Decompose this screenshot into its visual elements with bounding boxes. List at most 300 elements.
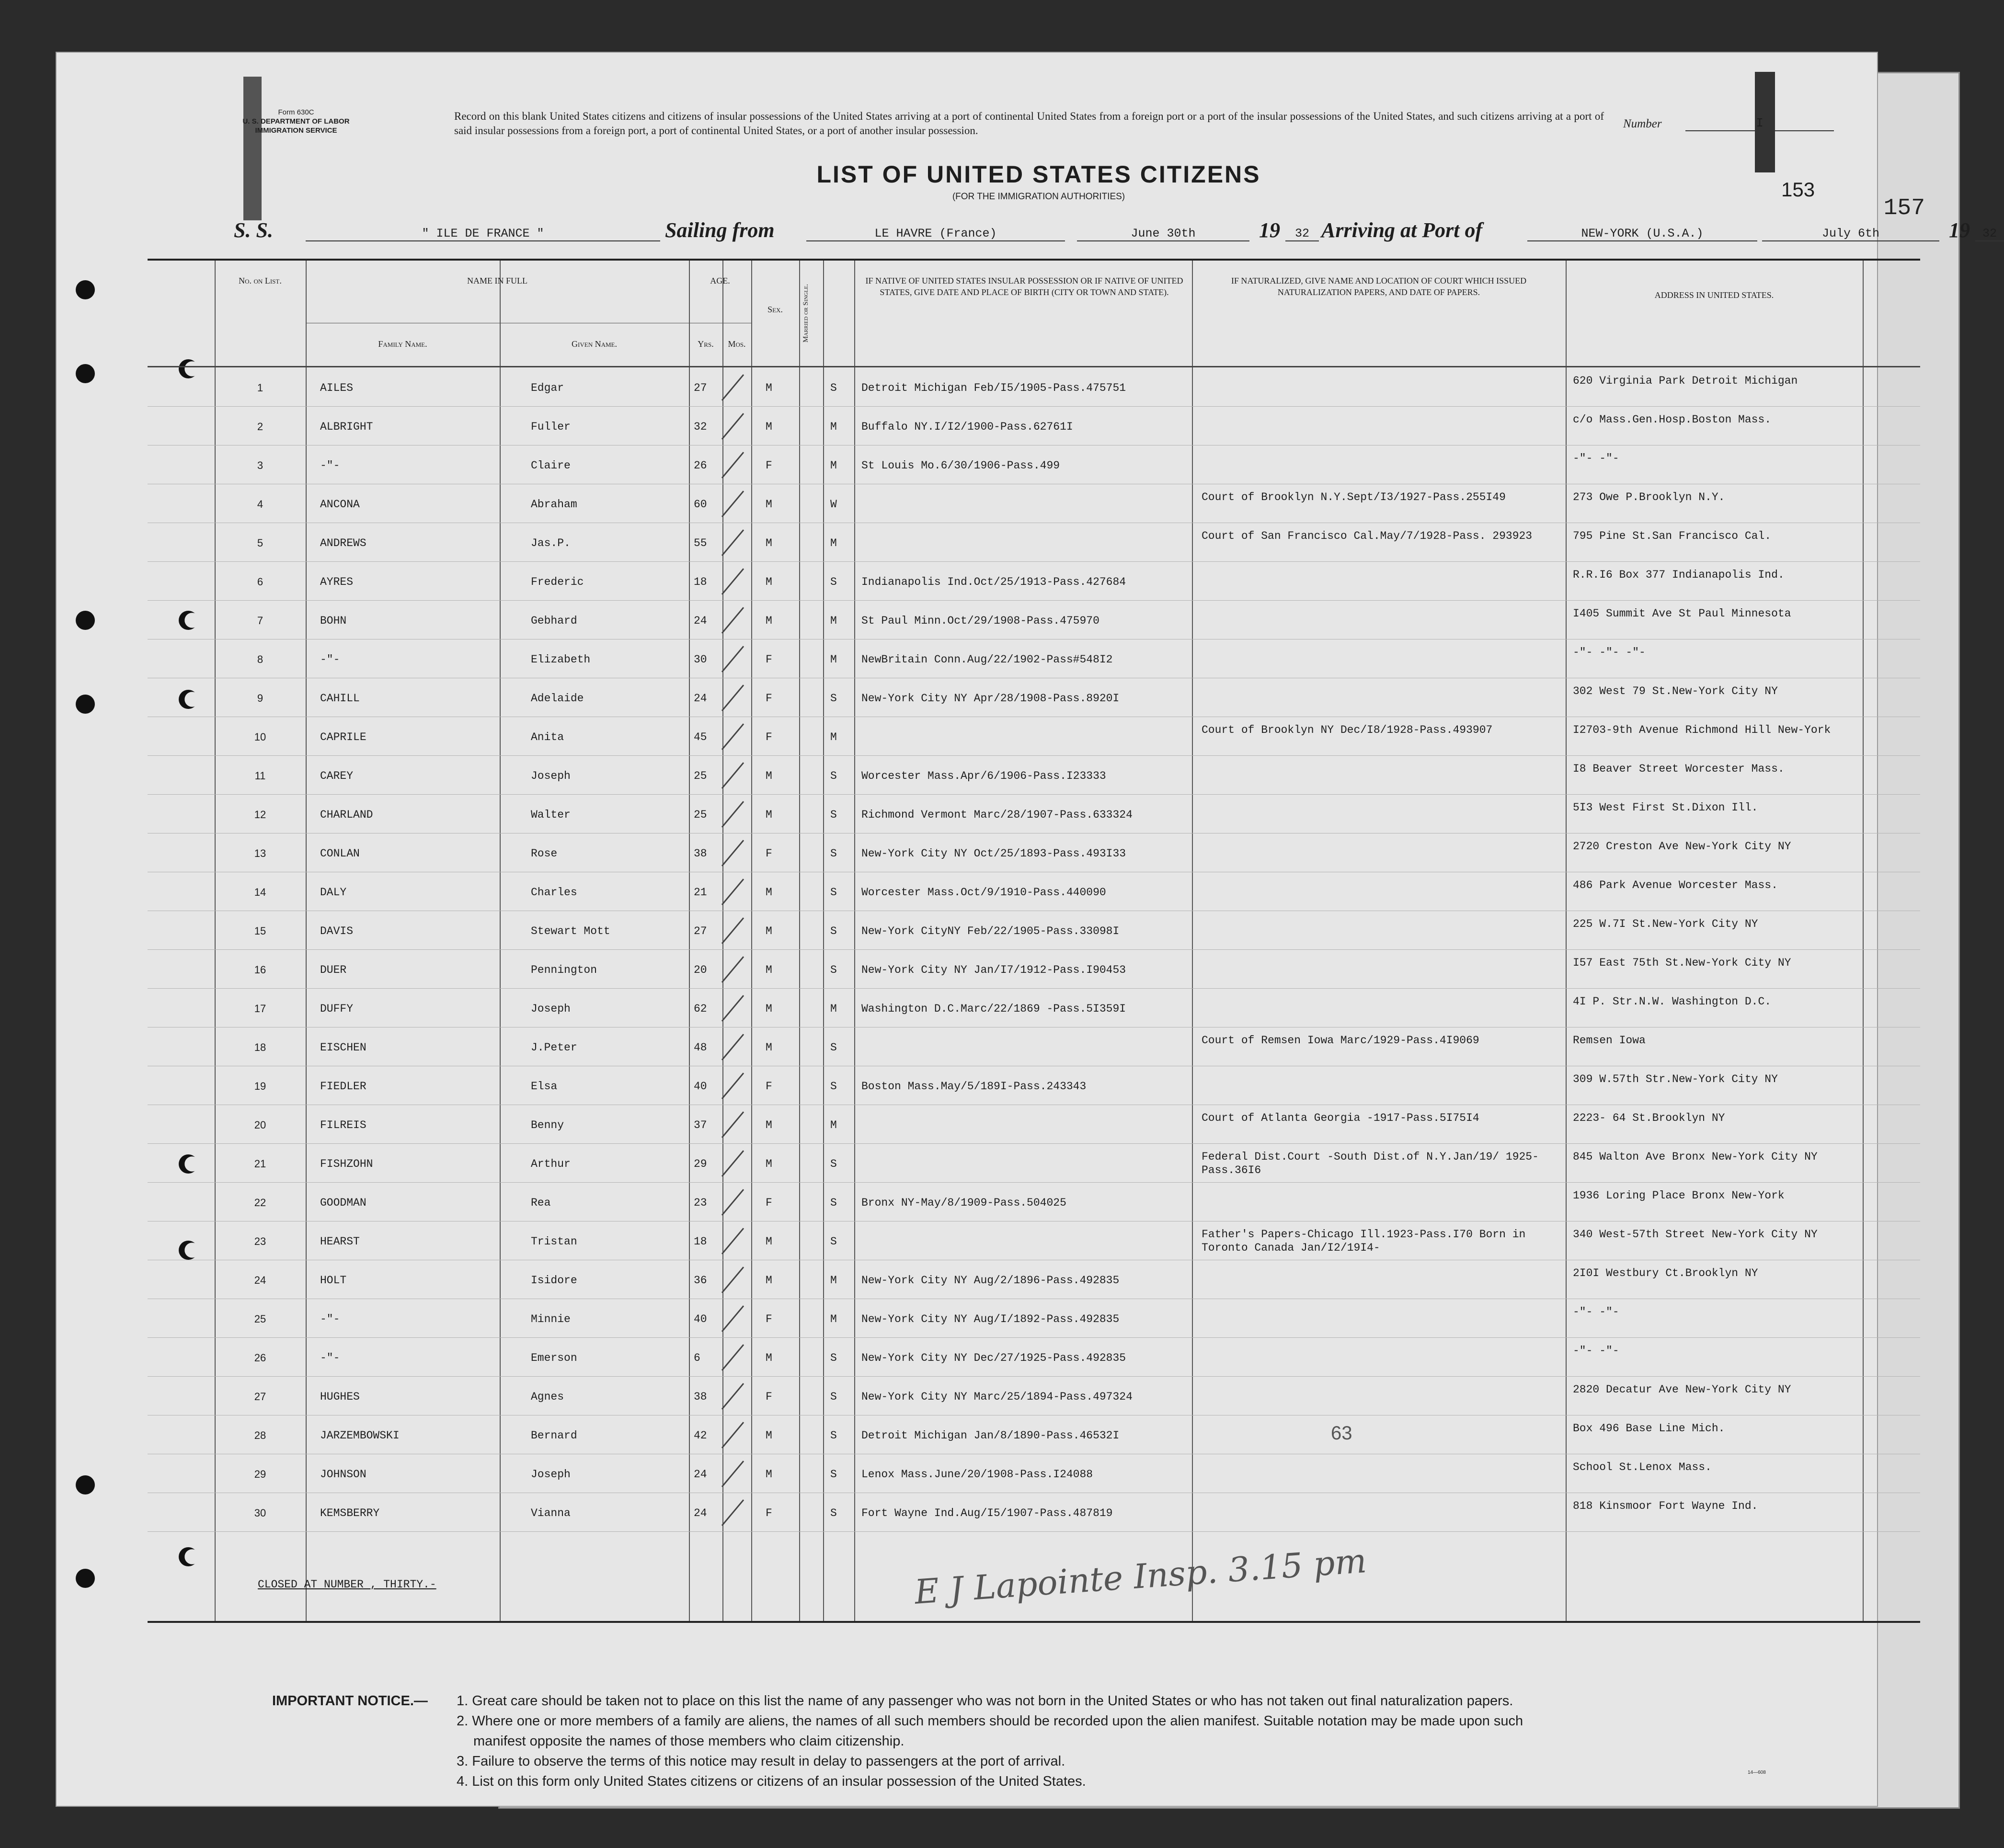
cell-addr: 273 Owe P.Brooklyn N.Y.: [1573, 491, 1725, 503]
cell-birth: Fort Wayne Ind.Aug/I5/1907-Pass.487819: [861, 1507, 1113, 1519]
cell-yrs: 40: [694, 1080, 707, 1093]
cell-family: -"-: [320, 1352, 340, 1364]
cell-sex: F: [766, 847, 772, 860]
form-code: 14—608: [1748, 1770, 1766, 1775]
cell-family: ALBRIGHT: [320, 421, 373, 433]
cell-ms: S: [830, 964, 837, 976]
arrival-year: 32: [1975, 227, 2004, 241]
cell-given: Emerson: [531, 1352, 577, 1364]
cell-birth: St Louis Mo.6/30/1906-Pass.499: [861, 459, 1060, 472]
cell-given: Joseph: [531, 770, 571, 782]
cell-ms: M: [830, 731, 837, 743]
cell-family: DALY: [320, 886, 347, 899]
cell-ms: M: [830, 1119, 837, 1131]
table-row: [148, 1106, 1920, 1144]
table-row: [148, 1300, 1920, 1338]
cell-sex: F: [766, 1391, 772, 1403]
cell-no: 4: [257, 498, 263, 510]
cell-yrs: 32: [694, 421, 707, 433]
back-page-number: 157: [1883, 195, 1925, 221]
department-name: U. S. DEPARTMENT OF LABOR: [242, 117, 350, 125]
check-mark: [721, 1266, 744, 1293]
cell-given: Rose: [531, 847, 558, 860]
cell-yrs: 24: [694, 692, 707, 705]
cell-addr: I8 Beaver Street Worcester Mass.: [1573, 763, 1785, 775]
table-row: [148, 950, 1920, 989]
table-row: [148, 601, 1920, 639]
year-prefix: 19: [1949, 218, 1970, 242]
cell-no: 8: [257, 653, 263, 665]
cell-no: 10: [254, 731, 266, 743]
cell-family: CONLAN: [320, 847, 360, 860]
cell-yrs: 60: [694, 498, 707, 511]
arrival-port: NEW-YORK (U.S.A.): [1527, 227, 1757, 241]
table-row: [148, 562, 1920, 601]
cell-given: Arthur: [531, 1158, 571, 1170]
cell-ms: W: [830, 498, 837, 511]
check-mark: [721, 840, 744, 867]
cell-birth: Worcester Mass.Apr/6/1906-Pass.I23333: [861, 770, 1106, 782]
cell-given: Joseph: [531, 1003, 571, 1015]
cell-yrs: 48: [694, 1041, 707, 1054]
cell-yrs: 25: [694, 770, 707, 782]
cell-addr: 620 Virginia Park Detroit Michigan: [1573, 375, 1798, 387]
cell-family: JARZEMBOWSKI: [320, 1429, 400, 1442]
cell-addr: 2I0I Westbury Ct.Brooklyn NY: [1573, 1267, 1758, 1279]
cell-no: 15: [254, 925, 266, 937]
cell-no: 11: [254, 770, 266, 782]
form-identifier: [195, 108, 397, 135]
page-stamp: [243, 77, 262, 220]
check-mark: [721, 568, 744, 595]
cell-birth: Buffalo NY.I/I2/1900-Pass.62761I: [861, 421, 1073, 433]
cell-addr: 2720 Creston Ave New-York City NY: [1573, 840, 1791, 853]
cell-given: Walter: [531, 809, 571, 821]
cell-birth: New-York City NY Aug/I/1892-Pass.492835: [861, 1313, 1120, 1325]
cell-sex: M: [766, 886, 772, 899]
cell-addr: 4I P. Str.N.W. Washington D.C.: [1573, 995, 1772, 1008]
cell-yrs: 62: [694, 1003, 707, 1015]
table-row: [148, 1455, 1920, 1493]
check-mark: [721, 413, 744, 440]
cell-ms: M: [830, 421, 837, 433]
cell-ms: S: [830, 382, 837, 394]
cell-given: Joseph: [531, 1468, 571, 1481]
cell-birth: Lenox Mass.June/20/1908-Pass.I24088: [861, 1468, 1093, 1481]
cell-family: CHARLAND: [320, 809, 373, 821]
cell-ms: S: [830, 1080, 837, 1093]
cell-family: FISHZOHN: [320, 1158, 373, 1170]
cell-ms: M: [830, 1313, 837, 1325]
cell-ms: S: [830, 1429, 837, 1442]
arrival-date: July 6th: [1762, 227, 1939, 241]
cell-sex: M: [766, 1119, 772, 1131]
check-mark: [721, 878, 744, 905]
cell-ms: M: [830, 537, 837, 549]
check-mark: [721, 956, 744, 983]
record-instructions: Record on this blank United States citizens and citizens of insular possessions of the United States arriving at a port of continental United States from a foreign port or a port of the insular possessions of the United States, and such citizens arriving at a port of said insular possessions from a foreign port, a port of continental United States, or a port of another insular possession.: [454, 110, 1604, 137]
binder-hole: [76, 364, 95, 383]
ss-label: S. S.: [234, 218, 273, 242]
cell-given: Tristan: [531, 1235, 577, 1248]
table-row: [148, 368, 1920, 407]
check-mark: [721, 1228, 744, 1255]
cell-family: EISCHEN: [320, 1041, 366, 1054]
cell-family: FIEDLER: [320, 1080, 366, 1093]
cell-family: DAVIS: [320, 925, 354, 937]
header-address: ADDRESS IN UNITED STATES.: [1654, 290, 1774, 300]
cell-family: AILES: [320, 382, 354, 394]
cell-sex: F: [766, 1507, 772, 1519]
cell-nat: Father's Papers-Chicago Ill.1923-Pass.I70 Born in Toronto Canada Jan/I2/19I4-: [1202, 1228, 1526, 1254]
cell-sex: M: [766, 615, 772, 627]
header-name-in-full: NAME IN FULL: [467, 276, 527, 285]
cell-ms: S: [830, 1352, 837, 1364]
page-number: 153: [1781, 178, 1815, 201]
cell-sex: M: [766, 498, 772, 511]
cell-sex: M: [766, 1235, 772, 1248]
cell-addr: 1936 Loring Place Bronx New-York: [1573, 1189, 1785, 1202]
cell-yrs: 45: [694, 731, 707, 743]
cell-no: 27: [254, 1391, 266, 1403]
check-mark: [721, 1344, 744, 1371]
binder-hole: [76, 695, 95, 714]
cell-ms: S: [830, 576, 837, 588]
cell-yrs: 42: [694, 1429, 707, 1442]
check-mark: [721, 995, 744, 1022]
cell-family: ANDREWS: [320, 537, 366, 549]
check-mark: [721, 1305, 744, 1332]
check-mark: [721, 452, 744, 479]
voyage-line: [234, 218, 1997, 247]
cell-ms: S: [830, 1197, 837, 1209]
cell-yrs: 37: [694, 1119, 707, 1131]
cell-sex: M: [766, 809, 772, 821]
cell-no: 20: [254, 1119, 266, 1131]
cell-nat: Court of Brooklyn NY Dec/I8/1928-Pass.493907: [1202, 724, 1493, 736]
check-mark: [721, 646, 744, 673]
check-mark: [721, 607, 744, 634]
cell-no: 14: [254, 886, 266, 898]
cell-birth: Bronx NY-May/8/1909-Pass.504025: [861, 1197, 1066, 1209]
cell-given: Fuller: [531, 421, 571, 433]
cell-no: 18: [254, 1041, 266, 1053]
table-row: [148, 1222, 1920, 1260]
cell-sex: F: [766, 1197, 772, 1209]
check-mark: [721, 1034, 744, 1061]
table-row: [148, 1028, 1920, 1066]
cell-ms: S: [830, 1041, 837, 1054]
binder-hole: [76, 1475, 95, 1494]
cell-sex: M: [766, 382, 772, 394]
cell-family: CAHILL: [320, 692, 360, 705]
cell-no: 13: [254, 847, 266, 859]
cell-addr: R.R.I6 Box 377 Indianapolis Ind.: [1573, 569, 1785, 581]
cell-no: 22: [254, 1197, 266, 1209]
cell-given: Isidore: [531, 1274, 577, 1287]
inspector-signature: E J Lapointe Insp. 3.15 pm: [913, 1541, 1368, 1612]
cell-yrs: 27: [694, 382, 707, 394]
check-mark: [721, 723, 744, 750]
cell-given: Gebhard: [531, 615, 577, 627]
cell-addr: c/o Mass.Gen.Hosp.Boston Mass.: [1573, 413, 1772, 426]
cell-addr: 302 West 79 St.New-York City NY: [1573, 685, 1778, 697]
cell-no: 6: [257, 576, 263, 588]
cell-sex: M: [766, 1352, 772, 1364]
cell-addr: 818 Kinsmoor Fort Wayne Ind.: [1573, 1500, 1758, 1512]
cell-no: 2: [257, 421, 263, 433]
binder-hole: [76, 280, 95, 299]
binder-hole: [76, 1569, 95, 1588]
table-row: [148, 1144, 1920, 1183]
cell-addr: Box 496 Base Line Mich.: [1573, 1422, 1725, 1435]
table-row: [148, 1183, 1920, 1221]
ship-name: " ILE DE FRANCE ": [306, 227, 660, 241]
check-mark: [721, 1499, 744, 1526]
cell-addr: School St.Lenox Mass.: [1573, 1461, 1712, 1473]
cell-addr: -"- -"- -"-: [1573, 646, 1646, 659]
cell-ms: S: [830, 692, 837, 705]
table-row: [148, 446, 1920, 484]
cell-given: Abraham: [531, 498, 577, 511]
cell-given: Pennington: [531, 964, 597, 976]
cell-no: 3: [257, 459, 263, 471]
cell-sex: M: [766, 1158, 772, 1170]
cell-yrs: 25: [694, 809, 707, 821]
cell-birth: St Paul Minn.Oct/29/1908-Pass.475970: [861, 615, 1099, 627]
cell-addr: -"- -"-: [1573, 1306, 1619, 1318]
cell-no: 19: [254, 1080, 266, 1092]
header-birthplace: IF NATIVE OF UNITED STATES INSULAR POSSESSION OR IF NATIVE OF UNITED STATES, GIVE DATE AND PLACE OF BIRTH (CITY OR TOWN AND STATE).: [865, 276, 1183, 297]
header-years: Yrs.: [698, 339, 714, 349]
number-label: Number: [1623, 117, 1662, 130]
cell-family: HUGHES: [320, 1391, 360, 1403]
cell-family: CAREY: [320, 770, 354, 782]
departure-date: June 30th: [1077, 227, 1249, 241]
cell-yrs: 55: [694, 537, 707, 549]
check-mark: [721, 1460, 744, 1487]
cell-yrs: 40: [694, 1313, 707, 1325]
number-value: I: [1685, 116, 1834, 131]
service-name: IMMIGRATION SERVICE: [255, 126, 337, 135]
cell-given: Anita: [531, 731, 564, 743]
cell-yrs: 27: [694, 925, 707, 937]
cell-given: J.Peter: [531, 1041, 577, 1054]
cell-addr: 309 W.57th Str.New-York City NY: [1573, 1073, 1778, 1085]
table-row: [148, 524, 1920, 562]
cell-yrs: 30: [694, 653, 707, 666]
cell-family: -"-: [320, 1313, 340, 1325]
cell-yrs: 18: [694, 576, 707, 588]
cell-nat: Court of San Francisco Cal.May/7/1928-Pass. 293923: [1202, 530, 1533, 542]
closed-at-number: CLOSED AT NUMBER , THIRTY.-: [258, 1578, 436, 1591]
cell-given: Minnie: [531, 1313, 571, 1325]
table-row: [148, 1338, 1920, 1377]
cell-yrs: 26: [694, 459, 707, 472]
check-mark: [721, 1072, 744, 1099]
cell-family: -"-: [320, 459, 340, 472]
cell-nat: Court of Atlanta Georgia -1917-Pass.5I75I4: [1202, 1112, 1479, 1124]
cell-no: 30: [254, 1507, 266, 1519]
cell-sex: M: [766, 964, 772, 976]
cell-nat: Federal Dist.Court -South Dist.of N.Y.Jan/19/ 1925-Pass.36I6: [1202, 1151, 1539, 1176]
cell-addr: I2703-9th Avenue Richmond Hill New-York: [1573, 724, 1831, 736]
header-family-name: Family Name.: [378, 339, 427, 349]
cell-given: Stewart Mott: [531, 925, 610, 937]
cell-sex: M: [766, 925, 772, 937]
cell-birth: New-York City NY Aug/2/1896-Pass.492835: [861, 1274, 1120, 1287]
cell-yrs: 21: [694, 886, 707, 899]
cell-sex: M: [766, 1468, 772, 1481]
cell-no: 16: [254, 964, 266, 976]
notice-heading: IMPORTANT NOTICE.—: [272, 1693, 428, 1709]
cell-yrs: 29: [694, 1158, 707, 1170]
notice-item: 4. List on this form only United States citizens or citizens of an insular possession of the United States.: [457, 1774, 1086, 1789]
cell-addr: 225 W.7I St.New-York City NY: [1573, 918, 1758, 930]
notice-item: 3. Failure to observe the terms of this notice may result in delay to passengers at the port of arrival.: [457, 1754, 1065, 1769]
cell-sex: M: [766, 421, 772, 433]
check-mark: [721, 801, 744, 828]
table-row: [148, 679, 1920, 717]
cell-addr: 486 Park Avenue Worcester Mass.: [1573, 879, 1778, 891]
cell-given: Adelaide: [531, 692, 584, 705]
cell-sex: M: [766, 576, 772, 588]
cell-birth: Detroit Michigan Feb/I5/1905-Pass.475751: [861, 382, 1126, 394]
check-mark: [721, 374, 744, 401]
header-naturalization: IF NATURALIZED, GIVE NAME AND LOCATION OF COURT WHICH ISSUED NATURALIZATION PAPERS, AND DATE OF PAPERS.: [1231, 276, 1527, 297]
cell-ms: S: [830, 1391, 837, 1403]
header-age: AGE.: [710, 276, 730, 285]
cell-family: DUER: [320, 964, 347, 976]
cell-addr: 795 Pine St.San Francisco Cal.: [1573, 530, 1772, 542]
cell-given: Bernard: [531, 1429, 577, 1442]
cell-birth: Washington D.C.Marc/22/1869 -Pass.5I359I: [861, 1003, 1126, 1015]
cell-birth: New-York City NY Apr/28/1908-Pass.8920I: [861, 692, 1120, 705]
cell-birth: Worcester Mass.Oct/9/1910-Pass.440090: [861, 886, 1106, 899]
cell-family: BOHN: [320, 615, 347, 627]
cell-addr: 845 Walton Ave Bronx New-York City NY: [1573, 1151, 1818, 1163]
cell-no: 21: [254, 1158, 266, 1170]
cell-yrs: 18: [694, 1235, 707, 1248]
page-title: LIST OF UNITED STATES CITIZENS: [816, 161, 1261, 188]
header-sex: Sex.: [767, 305, 783, 314]
check-mark: [721, 1111, 744, 1138]
table-row: [148, 1067, 1920, 1105]
cell-family: ANCONA: [320, 498, 360, 511]
check-mark: [721, 684, 744, 711]
cell-sex: M: [766, 1274, 772, 1287]
cell-sex: F: [766, 692, 772, 705]
cell-given: Elizabeth: [531, 653, 591, 666]
cell-sex: M: [766, 770, 772, 782]
form-number: Form 630C: [278, 108, 314, 116]
manifest-table: [148, 259, 1920, 1623]
cell-family: JOHNSON: [320, 1468, 366, 1481]
cell-yrs: 38: [694, 847, 707, 860]
cell-sex: M: [766, 1041, 772, 1054]
cell-given: Claire: [531, 459, 571, 472]
cell-given: Frederic: [531, 576, 584, 588]
cell-family: DUFFY: [320, 1003, 354, 1015]
header-married-single: Married or Single.: [802, 284, 810, 343]
cell-birth: New-York City NY Dec/27/1925-Pass.492835: [861, 1352, 1126, 1364]
cell-sex: M: [766, 537, 772, 549]
cell-ms: M: [830, 1274, 837, 1287]
arriving-label: Arriving at Port of: [1321, 218, 1483, 242]
header-no-on-list: No. on List.: [239, 276, 282, 285]
notice-item: manifest opposite the names of those members who claim citizenship.: [473, 1734, 905, 1749]
cell-no: 26: [254, 1352, 266, 1364]
cell-ms: S: [830, 847, 837, 860]
cell-ms: S: [830, 925, 837, 937]
cell-addr: I405 Summit Ave St Paul Minnesota: [1573, 607, 1791, 620]
cell-no: 5: [257, 537, 263, 549]
departure-port: LE HAVRE (France): [806, 227, 1065, 241]
table-row: [148, 1377, 1920, 1415]
cell-no: 29: [254, 1468, 266, 1480]
cell-no: 7: [257, 615, 263, 627]
table-row: [148, 485, 1920, 523]
cell-yrs: 24: [694, 615, 707, 627]
table-row: [148, 873, 1920, 911]
cell-given: Elsa: [531, 1080, 558, 1093]
header-given-name: Given Name.: [572, 339, 617, 349]
cell-addr: 2223- 64 St.Brooklyn NY: [1573, 1112, 1725, 1124]
cell-family: CAPRILE: [320, 731, 366, 743]
cell-birth: New-York City NY Marc/25/1894-Pass.497324: [861, 1391, 1133, 1403]
cell-given: Edgar: [531, 382, 564, 394]
header-months: Mos.: [728, 339, 746, 349]
cell-family: -"-: [320, 653, 340, 666]
cell-addr: 2820 Decatur Ave New-York City NY: [1573, 1383, 1791, 1396]
table-row: [148, 640, 1920, 678]
table-row: [148, 912, 1920, 950]
cell-addr: 340 West-57th Street New-York City NY: [1573, 1228, 1818, 1241]
cell-given: Benny: [531, 1119, 564, 1131]
cell-no: 25: [254, 1313, 266, 1325]
cell-yrs: 24: [694, 1468, 707, 1481]
notice-item: 1. Great care should be taken not to place on this list the name of any passenger who was not born in the United States or who has not taken out final naturalization papers.: [457, 1693, 1513, 1709]
cell-family: HEARST: [320, 1235, 360, 1248]
check-mark: [721, 1422, 744, 1449]
cell-nat: Court of Remsen Iowa Marc/1929-Pass.4I9069: [1202, 1034, 1479, 1047]
cell-family: KEMSBERRY: [320, 1507, 380, 1519]
cell-birth: NewBritain Conn.Aug/22/1902-Pass#548I2: [861, 653, 1113, 666]
cell-given: Rea: [531, 1197, 551, 1209]
cell-no: 12: [254, 809, 266, 821]
cell-given: Charles: [531, 886, 577, 899]
table-row: [148, 795, 1920, 833]
cell-no: 1: [257, 382, 263, 394]
cell-sex: F: [766, 1313, 772, 1325]
page-subtitle: (FOR THE IMMIGRATION AUTHORITIES): [952, 192, 1125, 202]
cell-ms: S: [830, 1507, 837, 1519]
check-mark: [721, 1189, 744, 1216]
cell-sex: F: [766, 459, 772, 472]
cell-addr: Remsen Iowa: [1573, 1034, 1646, 1047]
cell-ms: M: [830, 615, 837, 627]
check-mark: [721, 762, 744, 789]
cell-addr: -"- -"-: [1573, 452, 1619, 465]
cell-ms: M: [830, 653, 837, 666]
cell-ms: M: [830, 1003, 837, 1015]
table-row: [148, 1261, 1920, 1299]
binder-hole: [76, 611, 95, 630]
departure-year: 32: [1285, 227, 1319, 241]
cell-yrs: 38: [694, 1391, 707, 1403]
table-row: [148, 1416, 1920, 1454]
cell-birth: Detroit Michigan Jan/8/1890-Pass.46532I: [861, 1429, 1120, 1442]
